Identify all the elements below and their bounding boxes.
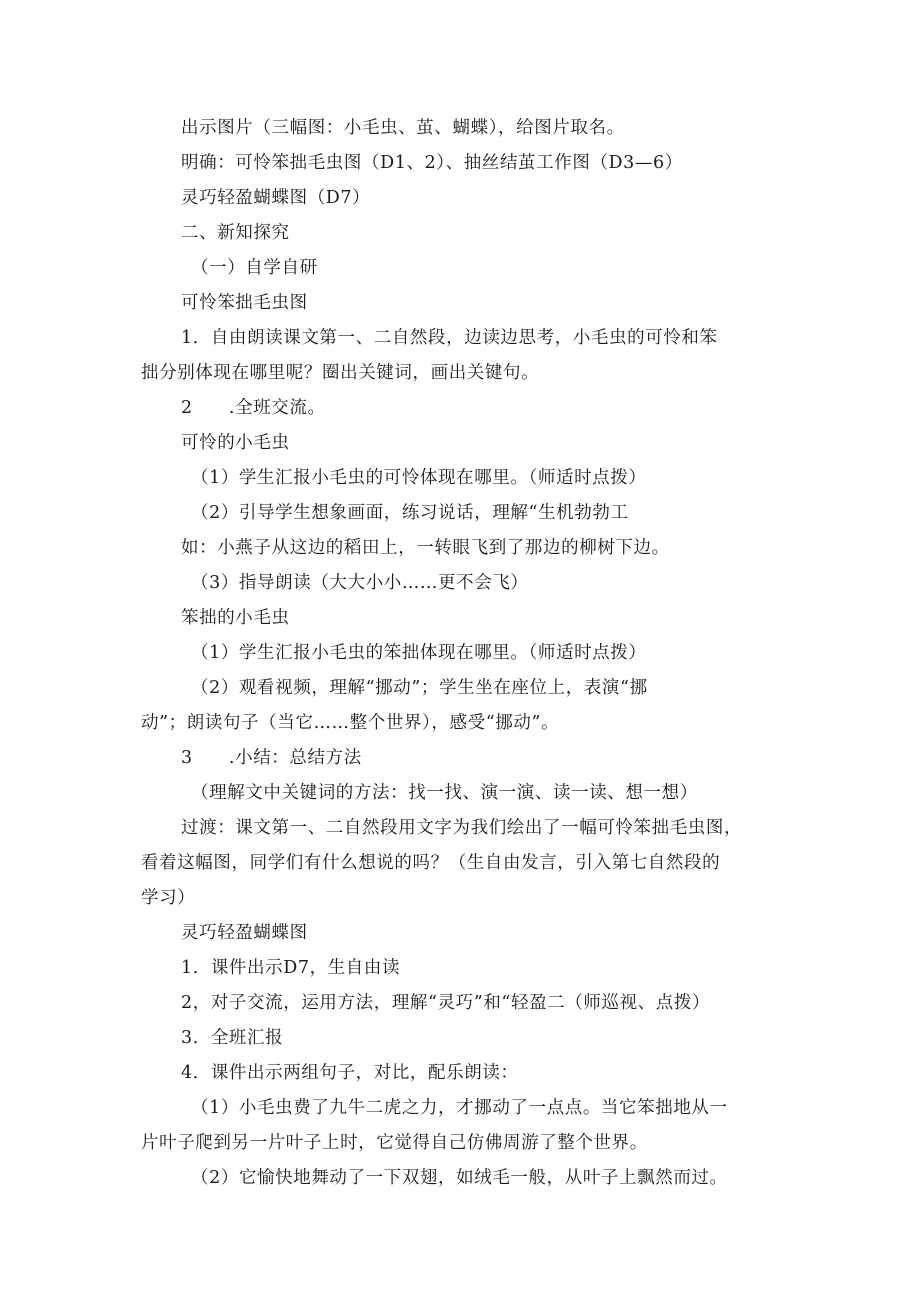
text-line-18: 动”；朗读句子（当它……整个世界），感受“挪动”。 <box>141 713 560 733</box>
text-line-1: 出示图片（三幅图：小毛虫、茧、蝴蝶），给图片取名。 <box>181 118 625 138</box>
text-line-13: 如：小燕子从这边的稻田上，一转眼飞到了那边的柳树下边。 <box>181 538 670 558</box>
text-line-16: （1）学生汇报小毛虫的笨拙体现在哪里。（师适时点拨） <box>191 643 647 663</box>
text-line-3: 灵巧轻盈蝴蝶图（D7） <box>181 188 371 208</box>
text-line-26: 2，对子交流，运用方法，理解“灵巧”和“轻盈二（师巡视、点拨） <box>181 993 711 1013</box>
text-line-23: 学习） <box>141 888 196 908</box>
text-line-15: 笨拙的小毛虫 <box>181 608 290 628</box>
text-line-21: 过渡：课文第一、二自然段用文字为我们绘出了一幅可怜笨拙毛虫图， <box>181 818 743 838</box>
text-line-28: 4．课件出示两组句子，对比，配乐朗读： <box>181 1063 519 1083</box>
text-line-14: （3）指导朗读（大大小小……更不会飞） <box>191 573 529 593</box>
text-line-7: 1．自由朗读课文第一、二自然段，边读边思考，小毛虫的可怜和笨 <box>181 328 718 348</box>
topic-heading-2: 灵巧轻盈蝴蝶图 <box>181 923 308 943</box>
text-line-30: 片叶子爬到另一片叶子上时，它觉得自己仿佛周游了整个世界。 <box>141 1133 648 1153</box>
text-line-9: 2 .全班交流。 <box>181 398 326 418</box>
text-line-29: （1）小毛虫费了九牛二虎之力，才挪动了一点点。当它笨拙地从一 <box>191 1098 728 1118</box>
text-line-17: （2）观看视频，理解“挪动”；学生坐在座位上，表演“挪 <box>191 678 648 698</box>
text-line-8: 拙分别体现在哪里呢？圈出关键词，画出关键句。 <box>141 363 540 383</box>
text-line-10: 可怜的小毛虫 <box>181 433 290 453</box>
text-line-27: 3．全班汇报 <box>181 1028 284 1048</box>
text-line-2: 明确：可怜笨拙毛虫图（D1、2）、抽丝结茧工作图（D3—6） <box>181 153 683 173</box>
text-line-12: （2）引导学生想象画面，练习说话，理解“生机勃勃工 <box>191 503 629 523</box>
text-line-11: （1）学生汇报小毛虫的可怜体现在哪里。（师适时点拨） <box>191 468 647 488</box>
text-line-19: 3 .小结：总结方法 <box>181 748 362 768</box>
subsection-heading: （一）自学自研 <box>191 258 318 278</box>
text-line-31: （2）它愉快地舞动了一下双翅，如绒毛一般，从叶子上飘然而过。 <box>191 1168 728 1188</box>
text-line-22: 看着这幅图，同学们有什么想说的吗？（生自由发言，引入第七自然段的 <box>141 853 721 873</box>
section-heading: 二、新知探究 <box>181 223 290 243</box>
text-line-20: （理解文中关键词的方法：找一找、演一演、读一读、想一想） <box>191 783 698 803</box>
text-line-25: 1．课件出示D7，生自由读 <box>181 958 401 978</box>
topic-heading-1: 可怜笨拙毛虫图 <box>181 293 308 313</box>
